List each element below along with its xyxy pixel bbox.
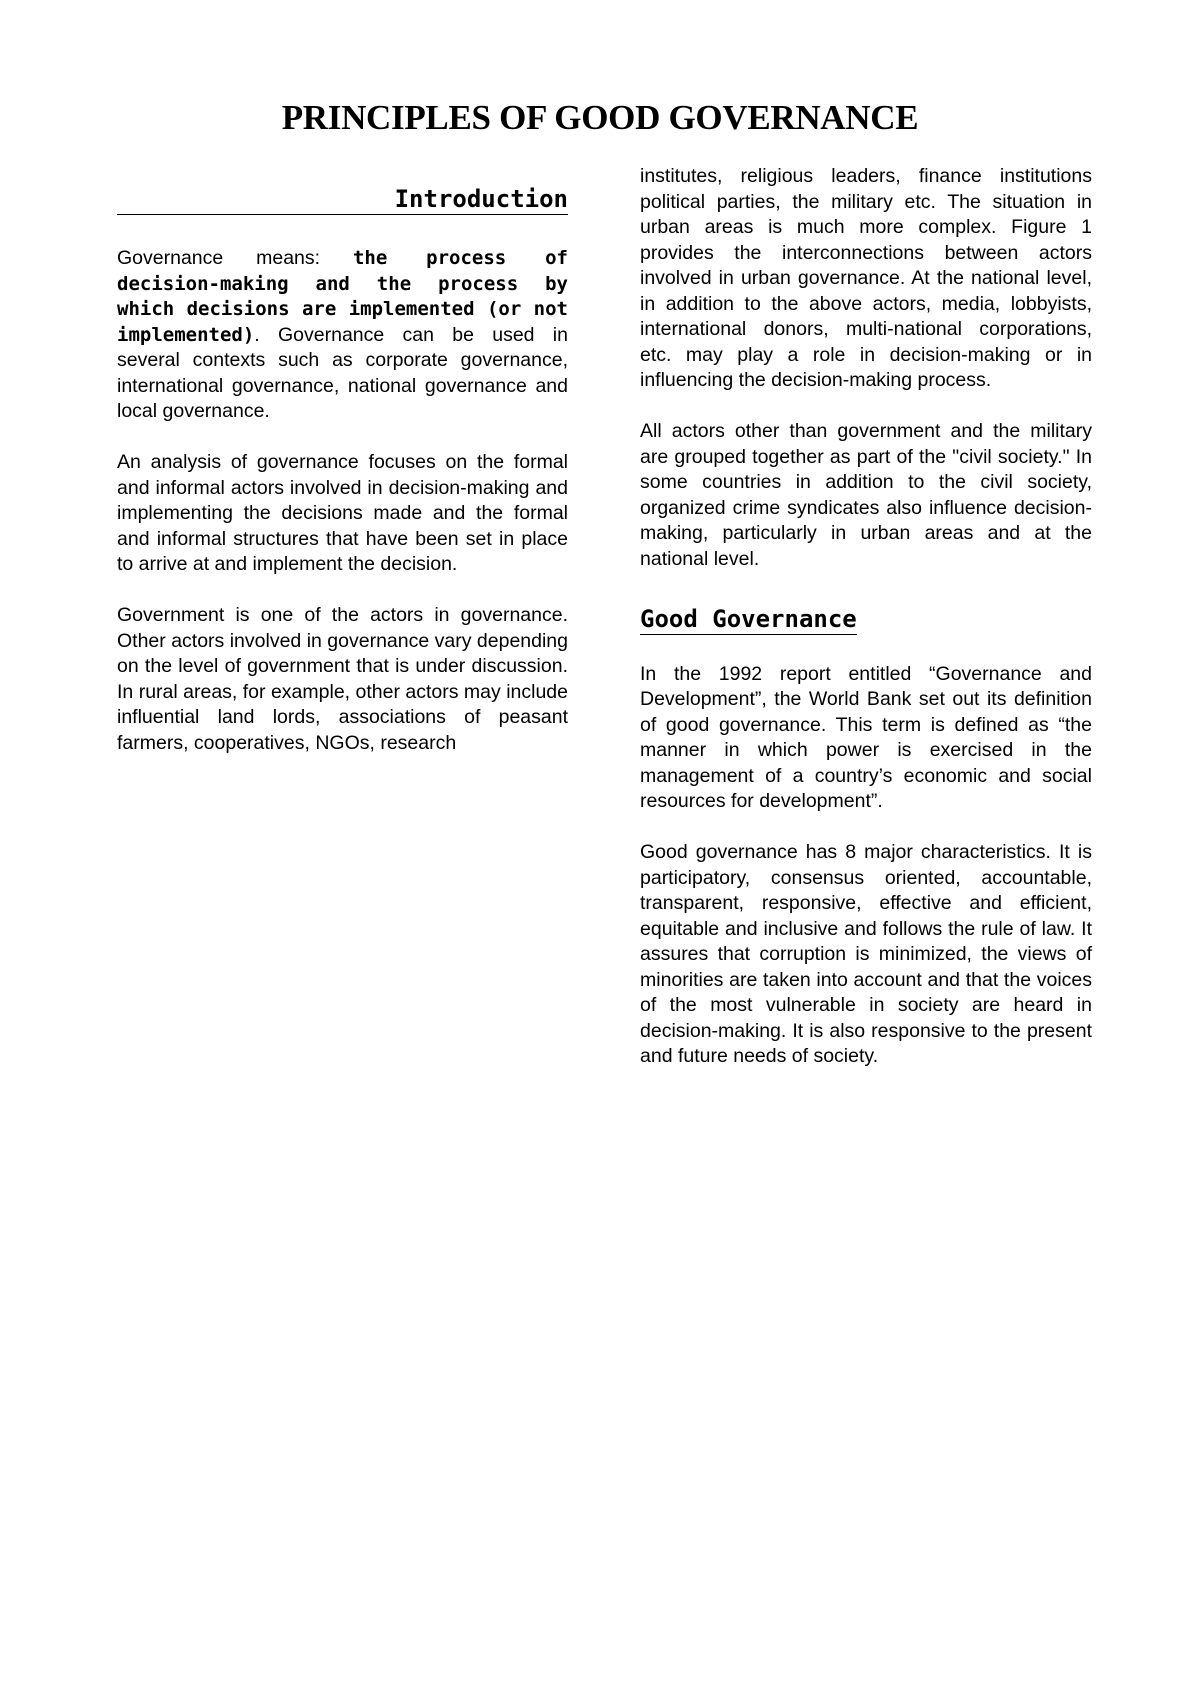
paragraph-institutes: institutes, religious leaders, finance institutions political parties, the military etc. The situation in urban areas is much more complex. Figure 1 provides the interconnections between actors involved in urban governance. At the national level, in addition to the above actors, media, lobbyists, international donors, multi-national corporations, etc. may play a role in decision-making or in influencing the decision-making process. <box>640 165 1092 391</box>
definition-bold: the process of decision-making and the process by which decisions are implemented (or not implemented) <box>117 247 568 346</box>
paragraph-world-bank: In the 1992 report entitled “Governance and Development”, the World Bank set out its definition of good governance. This term is defined as “the manner in which power is exercised in the management of a country’s economic and social resources for development”. <box>640 662 1092 812</box>
definition-lead: Governance means: <box>117 247 353 269</box>
paragraph-characteristics: Good governance has 8 major characteristics. It is participatory, consensus oriented, accountable, transparent, responsive, effective and efficient, equitable and inclusive and follows the rule of law. It assures that corruption is minimized, the views of minorities are taken into account and that the voices of the most vulnerable in society are heard in decision-making. It is also responsive to the present and future needs of society. <box>640 841 1092 1067</box>
paragraph-analysis: An analysis of governance focuses on the formal and informal actors involved in decision-making and implementing the decisions made and the formal and informal structures that have been set in place to arrive at and implement the decision. <box>117 451 568 575</box>
definition-rest: . Governance can be used in several contexts such as corporate governance, international governance, national governance and local governance. <box>117 323 568 422</box>
page-title: PRINCIPLES OF GOOD GOVERNANCE <box>281 98 919 137</box>
paragraph-government-actors: Government is one of the actors in governance. Other actors involved in governance vary depending on the level of government that is under discussion. In rural areas, for example, other actors may include influential land lords, associations of peasant farmers, cooperatives, NGOs, research <box>117 604 568 754</box>
paragraph-civil-society: All actors other than government and the military are grouped together as part of the "civil society." In some countries in addition to the civil society, organized crime syndicates also influence decision-making, particularly in urban areas and at the national level. <box>640 420 1092 570</box>
section-heading-introduction: Introduction <box>117 184 568 215</box>
left-column <box>117 184 568 782</box>
paragraph-governance-definition <box>117 246 568 425</box>
right-column <box>640 164 1092 1095</box>
section-heading-good-governance: Good Governance <box>640 604 857 633</box>
